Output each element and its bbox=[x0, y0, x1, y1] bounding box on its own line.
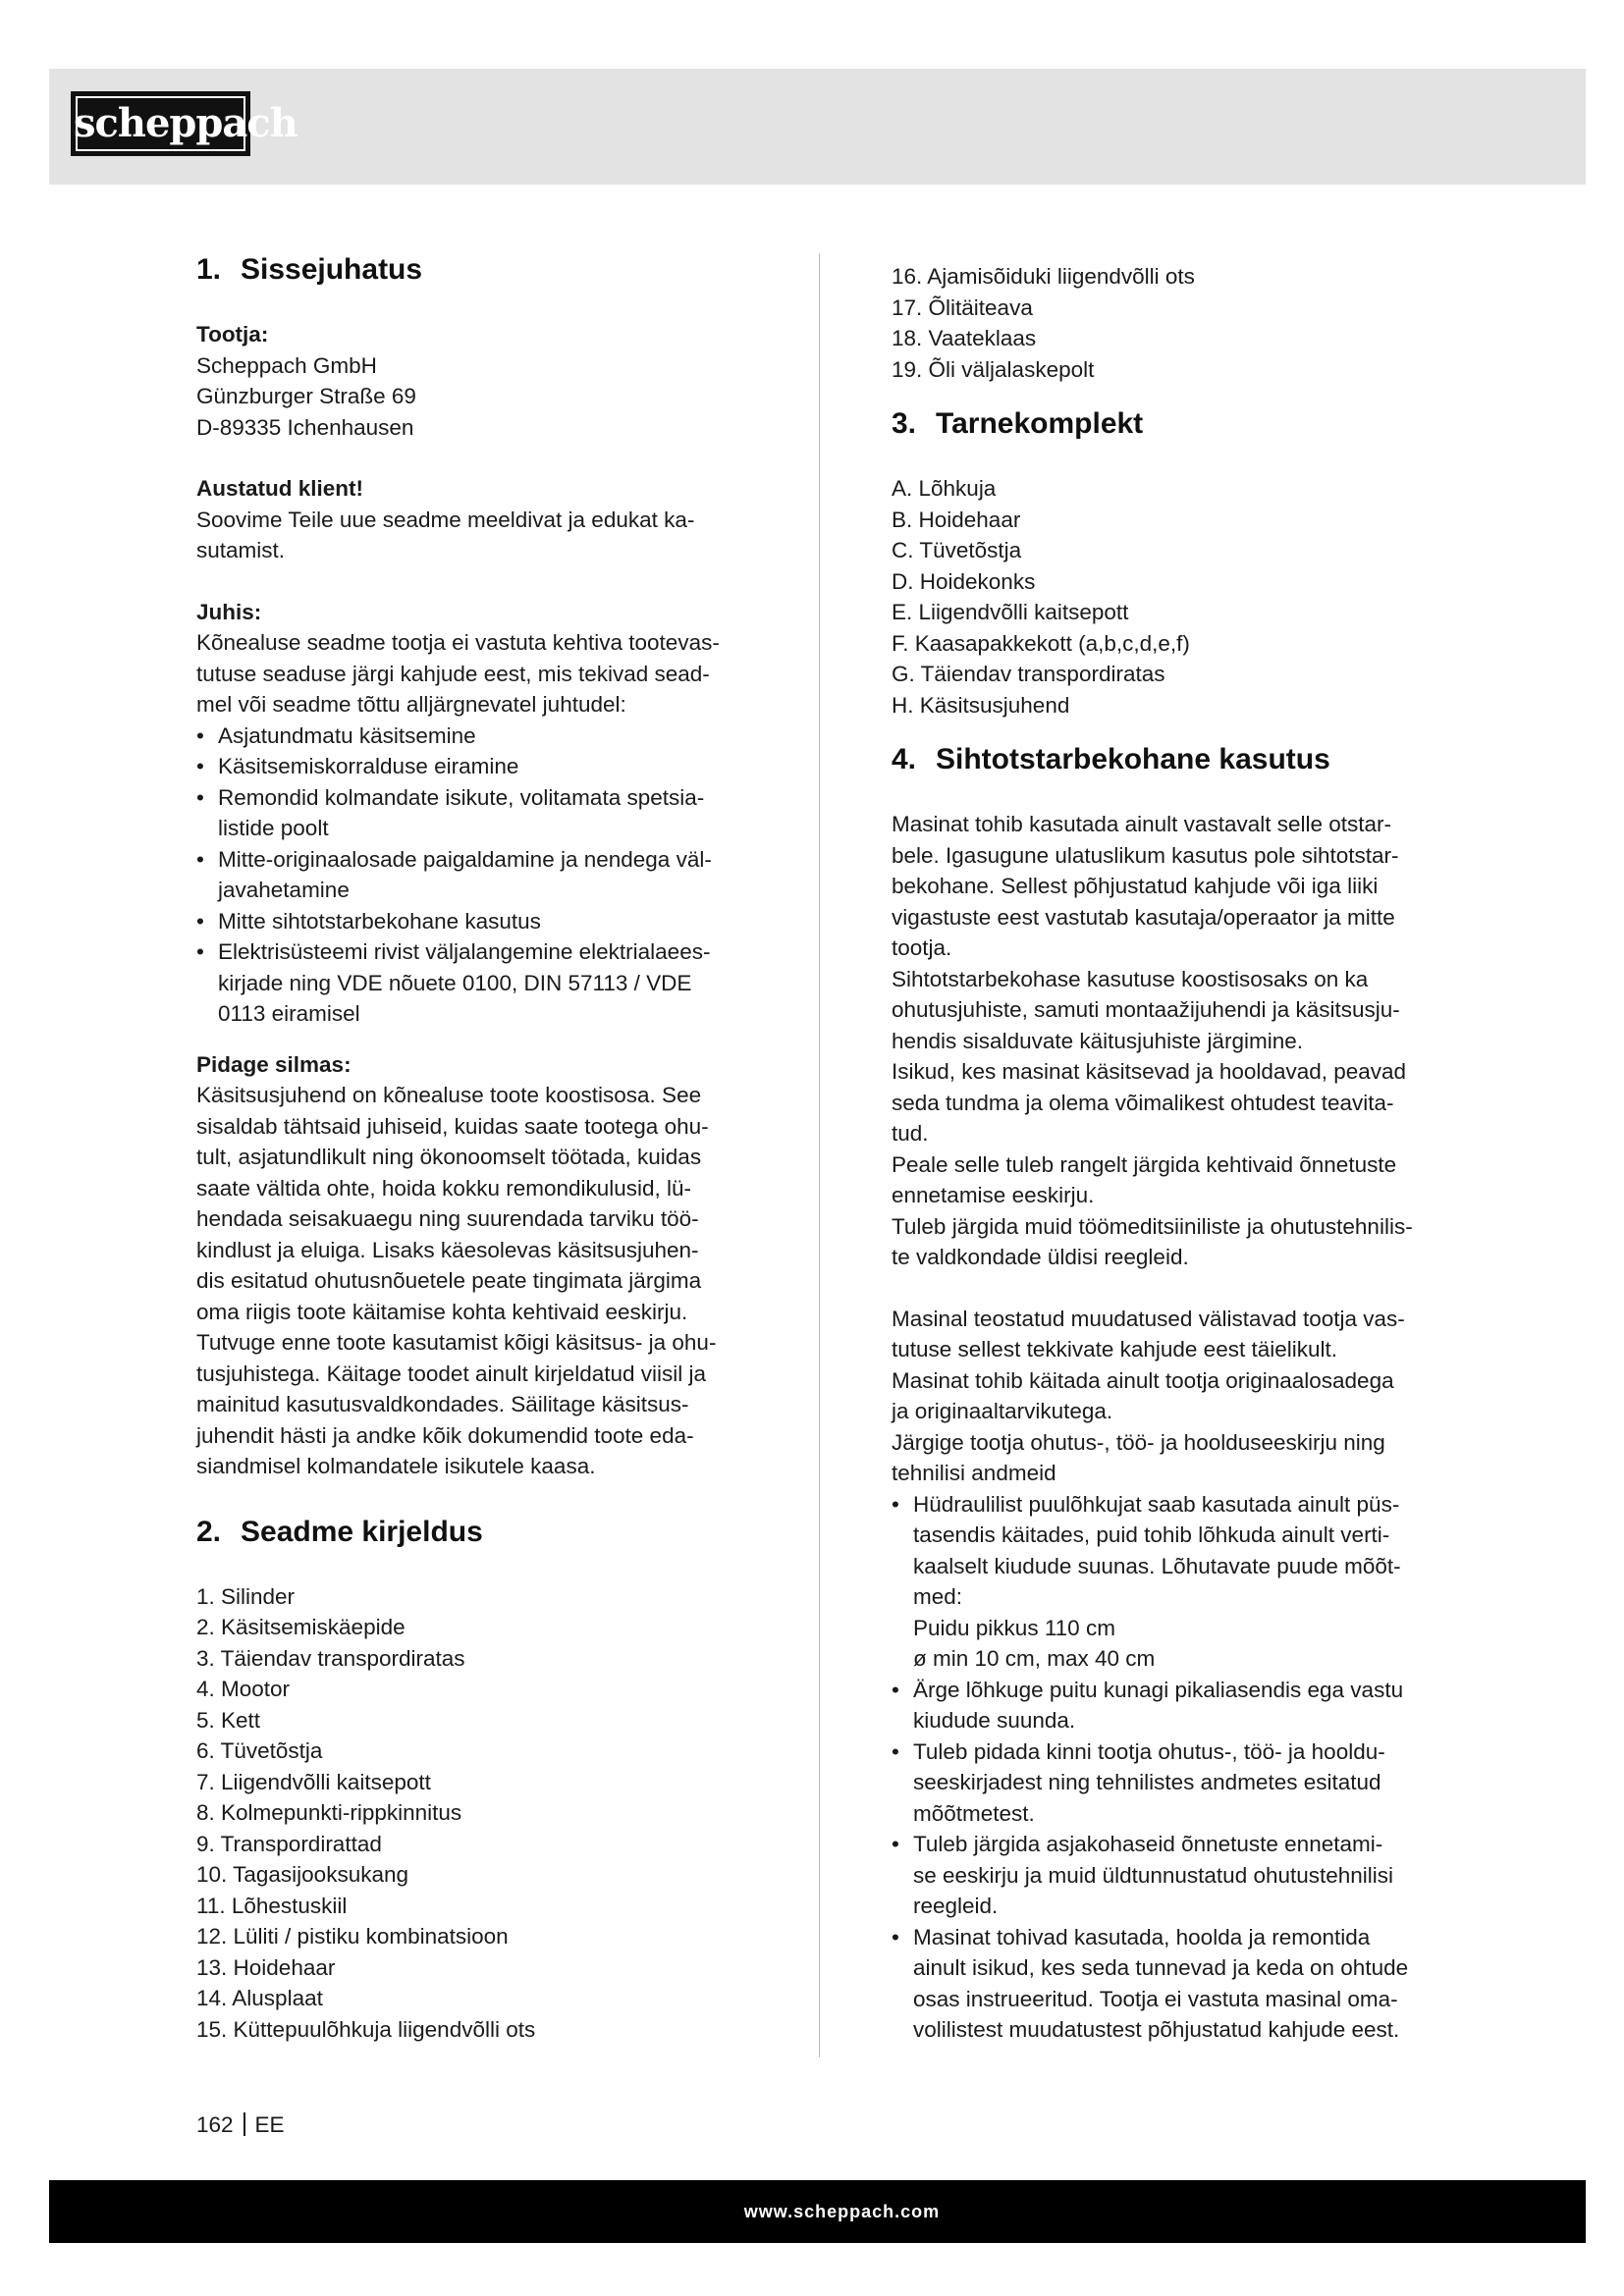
header-band bbox=[49, 69, 1586, 185]
list-item: 19. Õli väljalaskepolt bbox=[892, 356, 1095, 382]
text-line: Masinat tohib kasutada ainult vastavalt selle otstar- bbox=[892, 812, 1392, 836]
text-line: tutuse sellest tekkivate kahjude eest täielikult. bbox=[892, 1337, 1337, 1362]
text-line: Mitte sihtotstarbekohane kasutus bbox=[218, 908, 541, 934]
text-line: 0113 eiramisel bbox=[218, 1001, 360, 1026]
text-line: dis esitatud ohutusnõuetele peate tingimata järgima bbox=[196, 1268, 702, 1293]
text-line: osas instrueeritud. Tootja ei vastuta masinal oma- bbox=[913, 1986, 1398, 2011]
text-line: listide poolt bbox=[218, 816, 329, 840]
list-item: 15. Küttepuulõhkuja liigendvõlli ots bbox=[196, 2016, 536, 2042]
list-item: 13. Hoidehaar bbox=[196, 1954, 336, 1980]
bullet-item bbox=[196, 782, 772, 844]
text-line: Masinat tohib käitada ainult tootja originaalosadega bbox=[892, 1367, 1394, 1393]
list-item: 18. Vaateklaas bbox=[892, 326, 1037, 350]
text-line: Masinal teostatud muudatused välistavad tootja vas- bbox=[892, 1306, 1405, 1331]
bullet-dot: • bbox=[892, 1832, 899, 1856]
parts-list bbox=[196, 1581, 772, 2046]
bullet-item bbox=[892, 1922, 1459, 2046]
bullet-dot: • bbox=[196, 722, 204, 748]
bullet-item bbox=[196, 844, 772, 906]
text-line: Käsitsemiskorralduse eiramine bbox=[218, 754, 519, 778]
text-line: Scheppach GmbH bbox=[196, 352, 377, 378]
text-line: tutuse seaduse järgi kahjude eest, mis tekivad sead- bbox=[196, 661, 710, 686]
text-line: Käsitsusjuhend on kõnealuse toote koostisosa. See bbox=[196, 1083, 702, 1107]
text-line: Tuleb järgida asjakohaseid õnnetuste ennetami- bbox=[913, 1832, 1383, 1856]
manufacturer-label: Tootja: bbox=[196, 322, 269, 347]
left-column bbox=[196, 250, 772, 2045]
text-line: Peale selle tuleb rangelt järgida kehtivaid õnnetuste bbox=[892, 1151, 1397, 1177]
text-line: ø min 10 cm, max 40 cm bbox=[913, 1646, 1156, 1671]
text-line: med: bbox=[913, 1584, 963, 1609]
liability-bullet-list bbox=[196, 721, 772, 1030]
note-text bbox=[196, 627, 772, 721]
text-line: bele. Igasugune ulatuslikum kasutus pole sihtotstar- bbox=[892, 842, 1399, 868]
text-line: kirjade ning VDE nõuete 0100, DIN 57113 / VDE bbox=[218, 970, 692, 995]
bullet-item bbox=[196, 936, 772, 1030]
column-divider bbox=[819, 253, 820, 2057]
section-3-heading: 3. Tarnekomplekt bbox=[892, 407, 1144, 440]
text-line: tehnilisi andmeid bbox=[892, 1461, 1056, 1485]
text-line: Masinat tohivad kasutada, hoolda ja remontida bbox=[913, 1924, 1371, 1949]
text-line: sutamist. bbox=[196, 538, 286, 562]
text-line: Kõnealuse seadme tootja ei vastuta kehtiva tootevas- bbox=[196, 630, 720, 655]
text-line: saate vältida ohte, hoida kokku remondikulusid, lü- bbox=[196, 1175, 692, 1201]
bullet-item bbox=[196, 721, 772, 752]
text-line: Puidu pikkus 110 cm bbox=[913, 1615, 1115, 1640]
list-item: D. Hoidekonks bbox=[892, 568, 1036, 594]
website-link[interactable]: www.scheppach.com bbox=[743, 2202, 941, 2221]
list-item: A. Lõhkuja bbox=[892, 476, 997, 501]
bullet-item bbox=[892, 1736, 1459, 1830]
language-code: EE bbox=[254, 2112, 285, 2137]
text-line: tult, asjatundlikult ning ökonoomselt töötada, kuidas bbox=[196, 1145, 702, 1169]
text-line: hendada seisakuaegu ning suurendada tarviku töö- bbox=[196, 1206, 699, 1231]
remember-text bbox=[196, 1080, 772, 1482]
text-line: volilistest muudatustest põhjustatud kahjude eest. bbox=[913, 2017, 1400, 2042]
bullet-dot: • bbox=[892, 1924, 899, 1949]
list-item: B. Hoidehaar bbox=[892, 507, 1021, 532]
list-item: 4. Mootor bbox=[196, 1677, 291, 1701]
list-item: 10. Tagasijooksukang bbox=[196, 1862, 408, 1887]
text-line: Sihtotstarbekohase kasutuse koostisosaks on ka bbox=[892, 966, 1369, 991]
section-2-heading: 2. Seadme kirjeldus bbox=[196, 1515, 483, 1548]
text-line: Ärge lõhkuge puitu kunagi pikaliasendis ega vastu bbox=[913, 1677, 1404, 1702]
text-line: se eeskirju ja muid üldtunnustatud ohutustehnilisi bbox=[913, 1862, 1394, 1888]
text-line: Remondid kolmandate isikute, volitamata spetsia- bbox=[218, 784, 705, 810]
bullet-dot: • bbox=[196, 908, 204, 934]
list-item: 2. Käsitsemiskäepide bbox=[196, 1615, 406, 1639]
text-line: hendis sisalduvate käitusjuhiste järgimine. bbox=[892, 1028, 1303, 1053]
section-4-heading: 4. Sihtotstarbekohane kasutus bbox=[892, 743, 1330, 775]
text-line: Isikud, kes masinat käsitsevad ja hooldavad, peavad bbox=[892, 1059, 1407, 1084]
text-line: D-89335 Ichenhausen bbox=[196, 414, 414, 440]
text-line: seda tundma ja olema võimalikest ohtudest teavita- bbox=[892, 1090, 1394, 1115]
text-line: Soovime Teile uue seadme meeldivat ja edukat ka- bbox=[196, 507, 695, 532]
bullet-dot: • bbox=[892, 1491, 899, 1517]
list-item: F. Kaasapakkekott (a,b,c,d,e,f) bbox=[892, 630, 1190, 656]
text-line: bekohane. Sellest põhjustatud kahjude või iga liiki bbox=[892, 874, 1379, 898]
text-line: ohutusjuhiste, samuti montaažijuhendi ja käsitsusju- bbox=[892, 997, 1400, 1022]
delivery-list bbox=[892, 473, 1459, 721]
text-line: tud. bbox=[892, 1121, 929, 1146]
list-item: E. Liigendvõlli kaitsepott bbox=[892, 600, 1129, 624]
text-line: tootja. bbox=[892, 935, 952, 960]
list-item: H. Käsitsusjuhend bbox=[892, 692, 1070, 718]
list-item: 11. Lõhestuskiil bbox=[196, 1893, 348, 1918]
bullet-item bbox=[196, 906, 772, 937]
bullet-dot: • bbox=[196, 754, 204, 778]
list-item: 17. Õlitäiteava bbox=[892, 294, 1033, 320]
text-line: Günzburger Straße 69 bbox=[196, 384, 416, 408]
bullet-item bbox=[196, 751, 772, 782]
bullet-dot: • bbox=[196, 784, 204, 810]
bullet-dot: • bbox=[892, 1738, 899, 1764]
list-item: 1. Silinder bbox=[196, 1583, 296, 1609]
scheppach-logo: scheppach bbox=[71, 91, 250, 156]
bullet-item bbox=[892, 1489, 1459, 1675]
text-line: mel või seadme tõttu alljärgnevatel juhtudel: bbox=[196, 692, 626, 717]
intended-use-text bbox=[892, 809, 1459, 1273]
manufacturer-address bbox=[196, 350, 772, 444]
bullet-item bbox=[892, 1829, 1459, 1922]
bullet-item bbox=[892, 1675, 1459, 1736]
text-line: tusjuhistega. Käitage toodet ainult kirjeldatud viisil ja bbox=[196, 1361, 707, 1386]
list-item: 12. Lüliti / pistiku kombinatsioon bbox=[196, 1924, 509, 1949]
section-1-heading: 1. Sissejuhatus bbox=[196, 253, 423, 286]
dear-customer-text bbox=[196, 505, 772, 566]
modifications-text bbox=[892, 1304, 1459, 1489]
list-item: 7. Liigendvõlli kaitsepott bbox=[196, 1769, 431, 1794]
list-item: G. Täiendav transpordiratas bbox=[892, 662, 1165, 686]
text-line: Mitte-originaalosade paigaldamine ja nendega väl- bbox=[218, 846, 712, 872]
bullet-dot: • bbox=[892, 1677, 899, 1702]
text-line: javahetamine bbox=[218, 878, 350, 902]
text-line: seeskirjadest ning tehnilistes andmetes esitatud bbox=[913, 1770, 1381, 1794]
text-line: Hüdraulilist puulõhkujat saab kasutada ainult püs- bbox=[913, 1491, 1400, 1517]
list-item: 6. Tüvetõstja bbox=[196, 1738, 323, 1763]
bullet-dot: • bbox=[196, 939, 204, 964]
list-item: 8. Kolmepunkti-rippkinnitus bbox=[196, 1800, 462, 1825]
text-line: tasendis käitades, puid tohib lõhkuda ainult verti- bbox=[913, 1522, 1390, 1547]
usage-bullet-list bbox=[892, 1489, 1459, 2046]
bullet-dot: • bbox=[196, 846, 204, 872]
text-line: juhendit hästi ja andke kõik dokumendid toote eda- bbox=[196, 1422, 694, 1448]
text-line: Tuleb järgida muid töömeditsiiniliste ja ohutustehnilis- bbox=[892, 1213, 1413, 1239]
text-line: Tutvuge enne toote kasutamist kõigi käsitsus- ja ohu- bbox=[196, 1330, 717, 1355]
list-item: 5. Kett bbox=[196, 1707, 261, 1733]
page-footer bbox=[196, 2110, 285, 2140]
footer-band bbox=[49, 2180, 1586, 2243]
text-line: reegleid. bbox=[913, 1894, 999, 1918]
text-line: Elektrisüsteemi rivist väljalangemine elektrialaees- bbox=[218, 939, 711, 964]
note-label: Juhis: bbox=[196, 599, 262, 624]
remember-label: Pidage silmas: bbox=[196, 1051, 352, 1077]
text-line: kindlust ja eluiga. Lisaks käesolevas käsitsusjuhen- bbox=[196, 1237, 699, 1262]
list-item: 14. Alusplaat bbox=[196, 1986, 323, 2010]
text-line: ennetamise eeskirju. bbox=[892, 1183, 1095, 1207]
list-item: 9. Transpordirattad bbox=[196, 1831, 382, 1856]
text-line: Järgige tootja ohutus-, töö- ja hoolduseeskirju ning bbox=[892, 1429, 1385, 1455]
parts-list-continued bbox=[892, 261, 1459, 385]
page-number: 162 bbox=[196, 2112, 234, 2137]
text-line: te valdkondade üldisi reegleid. bbox=[892, 1245, 1189, 1269]
text-line: ja originaaltarvikutega. bbox=[892, 1399, 1113, 1423]
text-line: vigastuste eest vastutab kasutaja/operaator ja mitte bbox=[892, 904, 1395, 930]
text-line: kiudude suunda. bbox=[913, 1708, 1076, 1733]
dear-customer-label: Austatud klient! bbox=[196, 476, 364, 501]
text-line: oma riigis toote käitamise kohta kehtivaid eeskirju. bbox=[196, 1299, 688, 1324]
text-line: siandmisel kolmandatele isikutele kaasa. bbox=[196, 1454, 596, 1478]
text-line: kaalselt kiudude suunas. Lõhutavate puude mõõt- bbox=[913, 1553, 1401, 1578]
list-item: C. Tüvetõstja bbox=[892, 538, 1022, 562]
text-line: Tuleb pidada kinni tootja ohutus-, töö- ja hooldu- bbox=[913, 1738, 1385, 1764]
text-line: mõõtmetest. bbox=[913, 1800, 1035, 1826]
text-line: mainitud kasutusvaldkondades. Säilitage käsitsus- bbox=[196, 1392, 689, 1416]
text-line: ainult isikud, kes seda tunnevad ja keda on ohtude bbox=[913, 1955, 1409, 1980]
text-line: sisaldab tähtsaid juhiseid, kuidas saate tootega ohu- bbox=[196, 1113, 709, 1139]
list-item: 3. Täiendav transpordiratas bbox=[196, 1645, 465, 1671]
right-column bbox=[892, 261, 1459, 2046]
list-item: 16. Ajamisõiduki liigendvõlli ots bbox=[892, 264, 1195, 289]
text-line: Asjatundmatu käsitsemine bbox=[218, 722, 476, 748]
